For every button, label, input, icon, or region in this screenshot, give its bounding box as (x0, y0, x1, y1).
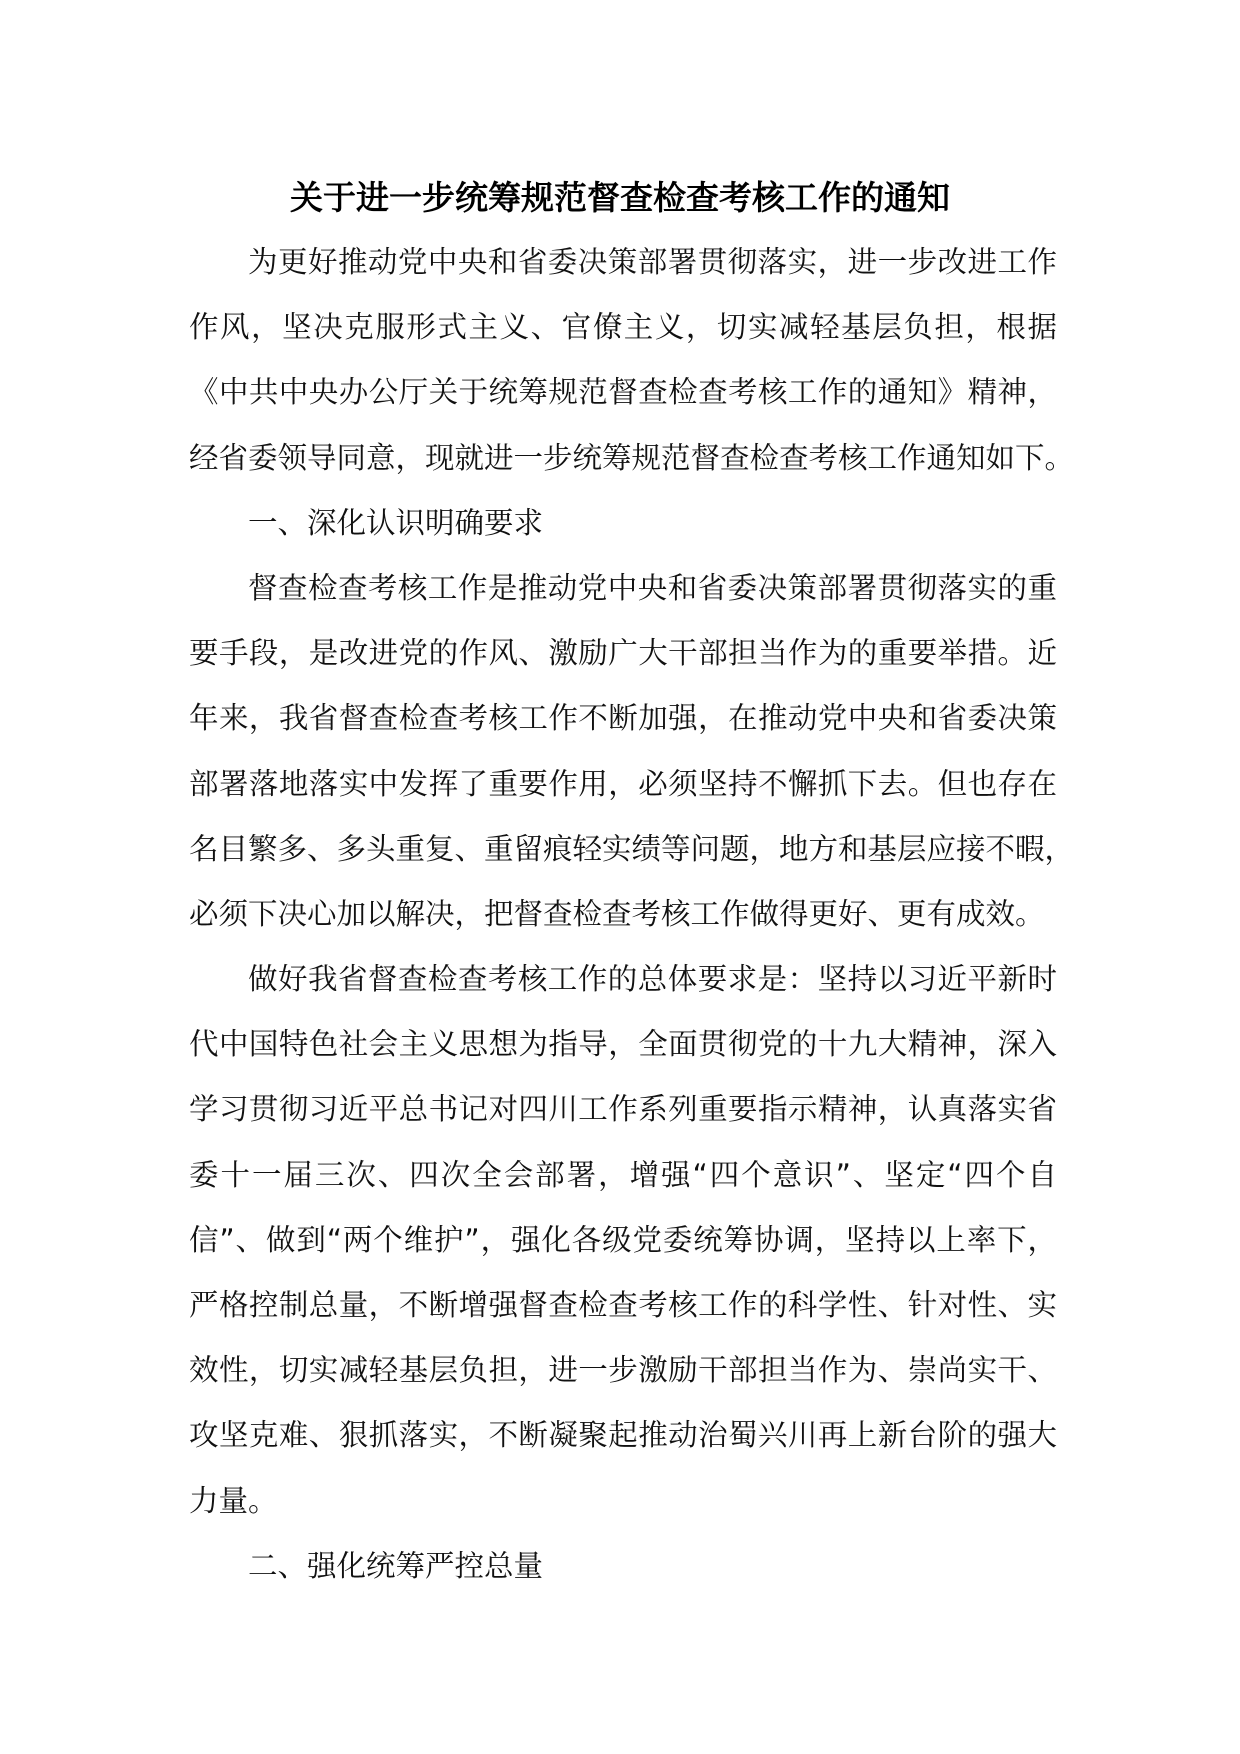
paragraph-line: 要手段，是改进党的作风、激励广大干部担当作为的重要举措。近 (189, 636, 1057, 671)
paragraph-line: 年来，我省督查检查考核工作不断加强，在推动党中央和省委决策 (189, 701, 1057, 736)
paragraph (189, 556, 1075, 947)
paragraph (189, 947, 1057, 1534)
paragraph-line: 严格控制总量，不断增强督查检查考核工作的科学性、针对性、实 (189, 1288, 1057, 1322)
paragraph-line: 效性，切实减轻基层负担，进一步激励干部担当作为、崇尚实干、 (189, 1353, 1057, 1388)
document-title: 关于进一步统筹规范督查检查考核工作的通知 (290, 178, 950, 217)
paragraph-line: 名目繁多、多头重复、重留痕轻实绩等问题，地方和基层应接不暇， (189, 831, 1075, 866)
paragraph (189, 230, 1075, 491)
paragraph-line: 委十一届三次、四次全会部署，增强“四个意识”、坚定“四个自 (189, 1157, 1057, 1192)
paragraph-line: 经省委领导同意，现就进一步统筹规范督查检查考核工作通知如下。 (189, 440, 1075, 475)
paragraph-line: 信”、做到“两个维护”，强化各级党委统筹协调，坚持以上率下， (189, 1222, 1057, 1257)
paragraph-line: 学习贯彻习近平总书记对四川工作系列重要指示精神，认真落实省 (189, 1092, 1057, 1127)
paragraph-line: 攻坚克难、狠抓落实，不断凝聚起推动治蜀兴川再上新台阶的强大 (189, 1418, 1057, 1453)
heading-line: 一、深化认识明确要求 (248, 505, 544, 540)
paragraph-line: 必须下决心加以解决，把督查检查考核工作做得更好、更有成效。 (189, 896, 1045, 931)
paragraph-line: 作风，坚决克服形式主义、官僚主义，切实减轻基层负担，根据 (189, 310, 1057, 345)
document-body (189, 230, 1075, 1599)
heading-line: 二、强化统筹严控总量 (248, 1548, 544, 1583)
section-heading (189, 1534, 1057, 1599)
section-heading (189, 491, 1057, 556)
paragraph-line: 做好我省督查检查考核工作的总体要求是：坚持以习近平新时 (248, 962, 1057, 997)
paragraph-line: 部署落地落实中发挥了重要作用，必须坚持不懈抓下去。但也存在 (189, 766, 1057, 801)
paragraph-line: 代中国特色社会主义思想为指导，全面贯彻党的十九大精神，深入 (189, 1027, 1057, 1062)
paragraph-line: 力量。 (189, 1483, 278, 1518)
paragraph-line: 《中共中央办公厅关于统筹规范督查检查考核工作的通知》精神， (189, 375, 1057, 410)
paragraph-line: 督查检查考核工作是推动党中央和省委决策部署贯彻落实的重 (248, 570, 1057, 605)
paragraph-line: 为更好推动党中央和省委决策部署贯彻落实，进一步改进工作 (248, 245, 1057, 279)
